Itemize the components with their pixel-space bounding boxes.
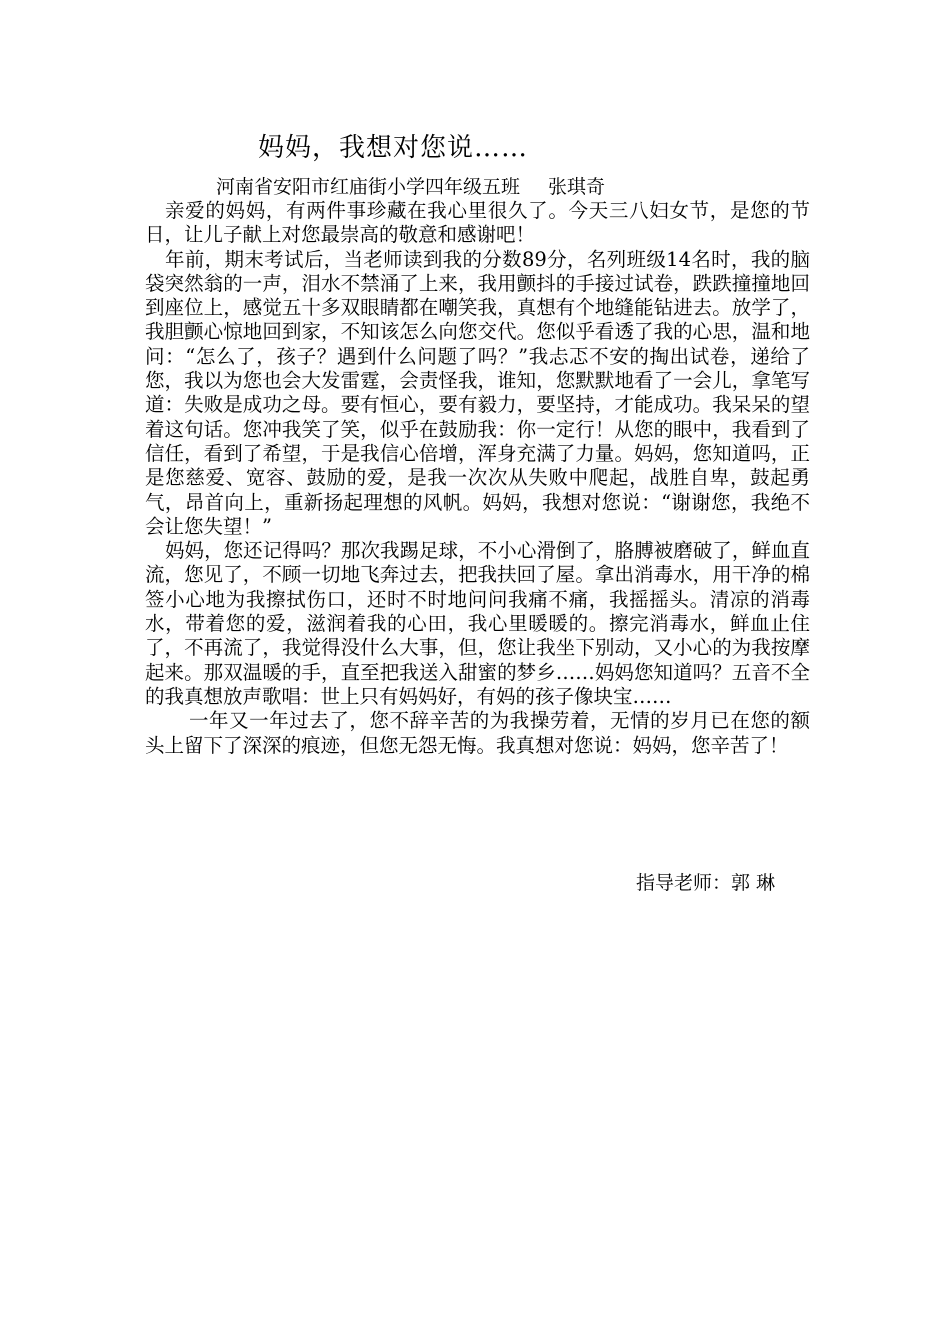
essay-paragraph-1: 亲爱的妈妈，有两件事珍藏在我心里很久了。今天三八妇女节，是您的节日，让儿子献上对您最崇高的敬意和感谢吧！ — [145, 199, 810, 247]
author-school: 河南省安阳市红庙街小学四年级五班 — [216, 176, 521, 198]
essay-title: 妈妈，我想对您说…… — [258, 133, 529, 163]
author-name: 张琪奇 — [548, 176, 606, 198]
essay-body — [145, 199, 810, 758]
advisor-teacher: 指导老师：郭 琳 — [636, 872, 776, 894]
essay-paragraph-2: 年前，期末考试后，当老师读到我的分数89分，名列班级14名时，我的脑袋突然翁的一声，泪水不禁涌了上来，我用颤抖的手接过试卷，跌跌撞撞地回到座位上，感觉五十多双眼睛都在嘲笑我，真想有个地缝能钻进去。放学了，我胆颤心惊地回到家，不知该怎么向您交代。您似乎看透了我的心思，温和地问：“怎么了，孩子？遇到什么问题了吗？”我忐忑不安的掏出试卷，递给了您，我以为您也会大发雷霆，会责怪我，谁知，您默默地看了一会儿，拿笔写道：失败是成功之母。要有恒心，要有毅力，要坚持，才能成功。我呆呆的望着这句话。您冲我笑了笑，似乎在鼓励我：你一定行！从您的眼中，我看到了信任，看到了希望，于是我信心倍增，浑身充满了力量。妈妈，您知道吗，正是您慈爱、宽容、鼓励的爱，是我一次次从失败中爬起，战胜自卑，鼓起勇气，昂首向上，重新扬起理想的风帆。妈妈，我想对您说：“谢谢您，我绝不会让您失望！” — [145, 247, 810, 538]
author-byline — [216, 174, 605, 200]
essay-paragraph-3: 妈妈，您还记得吗？那次我踢足球，不小心滑倒了，胳膊被磨破了，鲜血直流，您见了，不顾一切地飞奔过去，把我扶回了屋。拿出消毒水，用干净的棉签小心地为我擦拭伤口，还时不时地问问我痛不痛，我摇摇头。清凉的消毒水，带着您的爱，滋润着我的心田，我心里暖暖的。擦完消毒水，鲜血止住了，不再流了，我觉得没什么大事，但，您让我坐下别动，又小心的为我按摩起来。那双温暖的手，直至把我送入甜蜜的梦乡……妈妈您知道吗？五音不全的我真想放声歌唱：世上只有妈妈好，有妈的孩子像块宝…… — [145, 539, 810, 708]
essay-paragraph-4: 一年又一年过去了，您不辞辛苦的为我操劳着，无情的岁月已在您的额头上留下了深深的痕迹，但您无怨无悔。我真想对您说：妈妈，您辛苦了！ — [145, 709, 810, 757]
